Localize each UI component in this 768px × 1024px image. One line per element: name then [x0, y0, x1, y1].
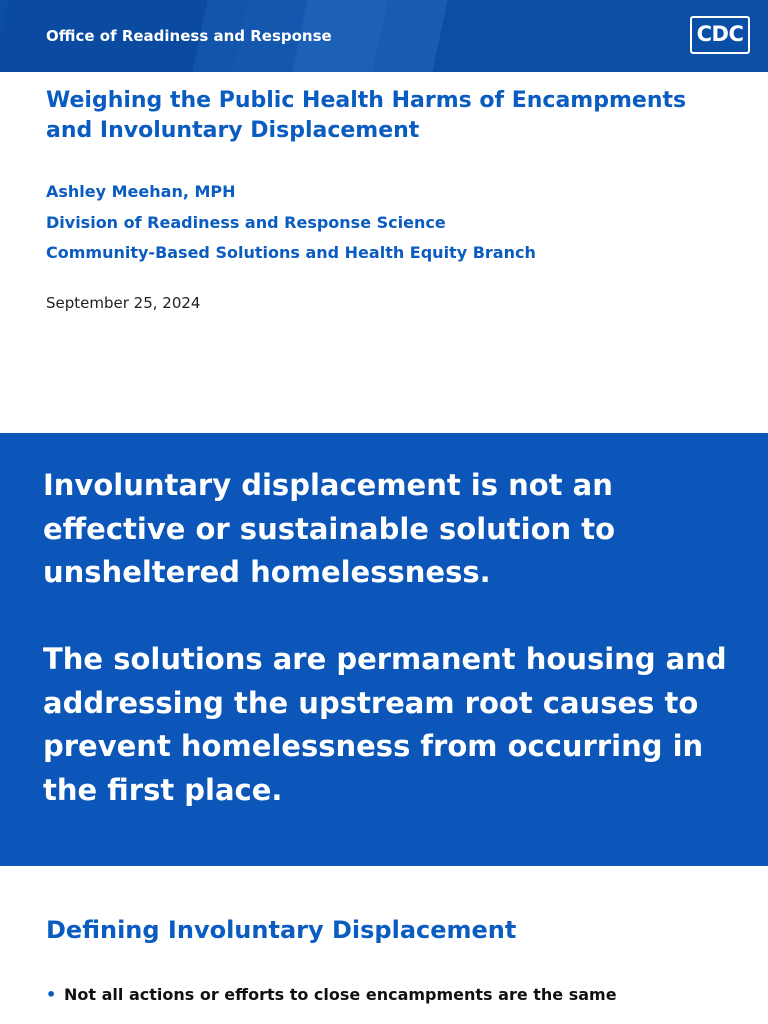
key-message-callout	[0, 433, 768, 866]
cdc-logo-icon	[690, 16, 752, 56]
callout-paragraph: The solutions are permanent housing and addressing the upstream root causes to prevent homelessness from occurring in the first place.	[43, 642, 727, 807]
division-name: Division of Readiness and Response Science	[46, 213, 446, 232]
office-label: Office of Readiness and Response	[46, 27, 332, 45]
title-section	[46, 86, 726, 313]
branch-name: Community-Based Solutions and Health Equity Branch	[46, 243, 536, 262]
bullet-icon: •	[46, 985, 57, 1004]
logo-text: CDC	[696, 22, 744, 46]
callout-paragraph: Involuntary displacement is not an effective or sustainable solution to unsheltered homelessness.	[43, 468, 616, 589]
author-name: Ashley Meehan, MPH	[46, 182, 236, 201]
header-bar	[0, 0, 768, 72]
page-title: Weighing the Public Health Harms of Encampments and Involuntary Displacement	[46, 88, 687, 143]
presentation-date: September 25, 2024	[46, 294, 201, 312]
list-item	[46, 985, 746, 1004]
section-title: Defining Involuntary Displacement	[46, 916, 517, 944]
bullet-text: Not all actions or efforts to close encampments are the same	[64, 985, 617, 1004]
